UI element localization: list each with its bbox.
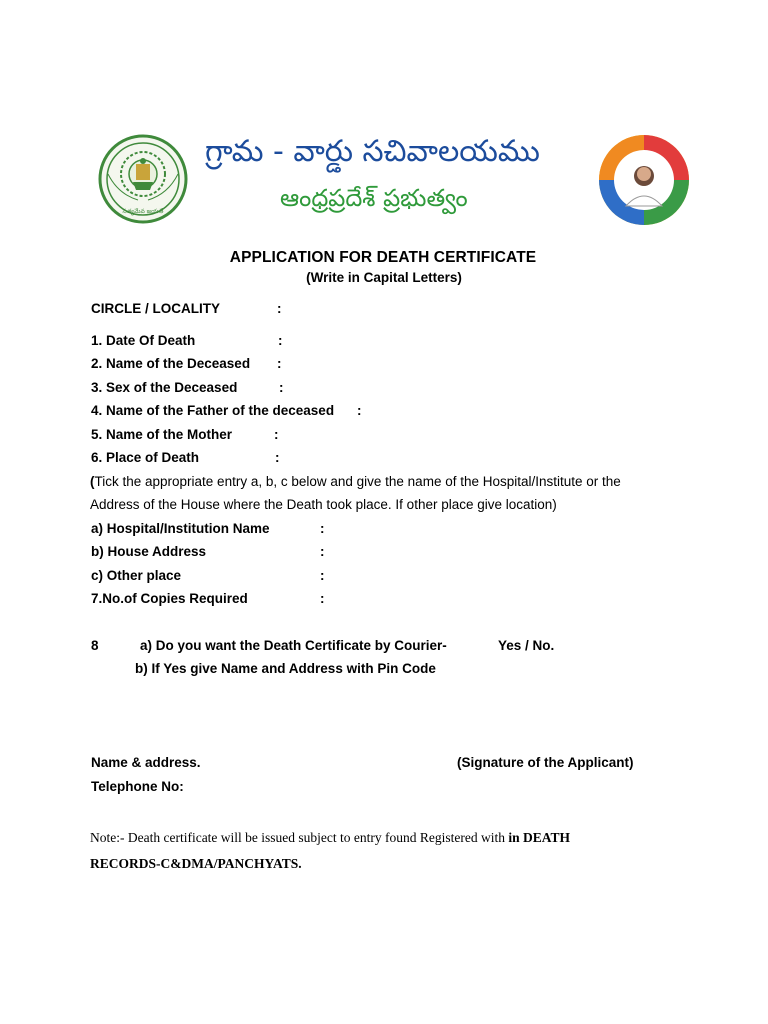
form-subtitle: (Write in Capital Letters) <box>306 270 462 285</box>
note-line-1 <box>90 825 650 851</box>
place-of-death-label: 6. Place of Death <box>91 450 200 465</box>
seal-motto: సత్యమేవ జయతే <box>122 208 164 215</box>
note-bold: in DEATH <box>508 830 571 845</box>
copies-required-label: 7.No.of Copies Required <box>91 591 248 606</box>
header-telugu-subtitle: ఆంధ్రప్రదేశ్ ప్రభుత్వం <box>280 184 468 212</box>
instruction-text-1: Tick the appropriate entry a, b, c below and give the name of the Hospital/Institute or the <box>94 474 621 489</box>
courier-number: 8 <box>91 638 99 653</box>
form-title: APPLICATION FOR DEATH CERTIFICATE <box>229 249 537 266</box>
courier-followup: b) If Yes give Name and Address with Pin Code <box>135 661 436 676</box>
name-deceased-colon: : <box>277 356 282 371</box>
hospital-colon: : <box>320 521 325 536</box>
circle-locality-colon: : <box>277 301 282 316</box>
other-place-colon: : <box>320 568 325 583</box>
name-address-label: Name & address. <box>91 755 201 770</box>
sex-deceased-label: 3. Sex of the Deceased <box>91 380 238 395</box>
note <box>90 825 650 877</box>
place-of-death-colon: : <box>275 450 280 465</box>
header-telugu-title: గ్రామ - వార్డు సచివాలయము <box>205 134 540 169</box>
note-prefix: Note:- Death certificate will be issued subject to entry found Registered with <box>90 830 509 845</box>
house-address-colon: : <box>320 544 325 559</box>
instruction-open-paren: ( <box>90 474 95 489</box>
mother-name-colon: : <box>274 427 279 442</box>
house-address-label: b) House Address <box>91 544 207 559</box>
courier-question: a) Do you want the Death Certificate by Courier- <box>140 638 447 653</box>
hospital-label: a) Hospital/Institution Name <box>91 521 270 536</box>
sex-deceased-colon: : <box>279 380 284 395</box>
father-name-colon: : <box>357 403 362 418</box>
note-line-2: RECORDS-C&DMA/PANCHYATS. <box>90 856 302 871</box>
ap-government-seal <box>98 134 188 224</box>
mother-name-label: 5. Name of the Mother <box>91 427 233 442</box>
courier-answer: Yes / No. <box>498 638 555 653</box>
father-name-label: 4. Name of the Father of the deceased <box>91 403 335 418</box>
instruction-line-1 <box>90 474 621 489</box>
copies-required-colon: : <box>320 591 325 606</box>
instruction-line-2: Address of the House where the Death took place. If other place give location) <box>90 497 557 512</box>
date-of-death-label: 1. Date Of Death <box>91 333 196 348</box>
circle-locality-label: CIRCLE / LOCALITY <box>91 301 220 316</box>
telephone-label: Telephone No: <box>91 779 184 794</box>
date-of-death-colon: : <box>278 333 283 348</box>
name-deceased-label: 2. Name of the Deceased <box>91 356 251 371</box>
signature-label: (Signature of the Applicant) <box>457 755 634 770</box>
navaratnalu-logo <box>598 134 690 226</box>
other-place-label: c) Other place <box>91 568 182 583</box>
